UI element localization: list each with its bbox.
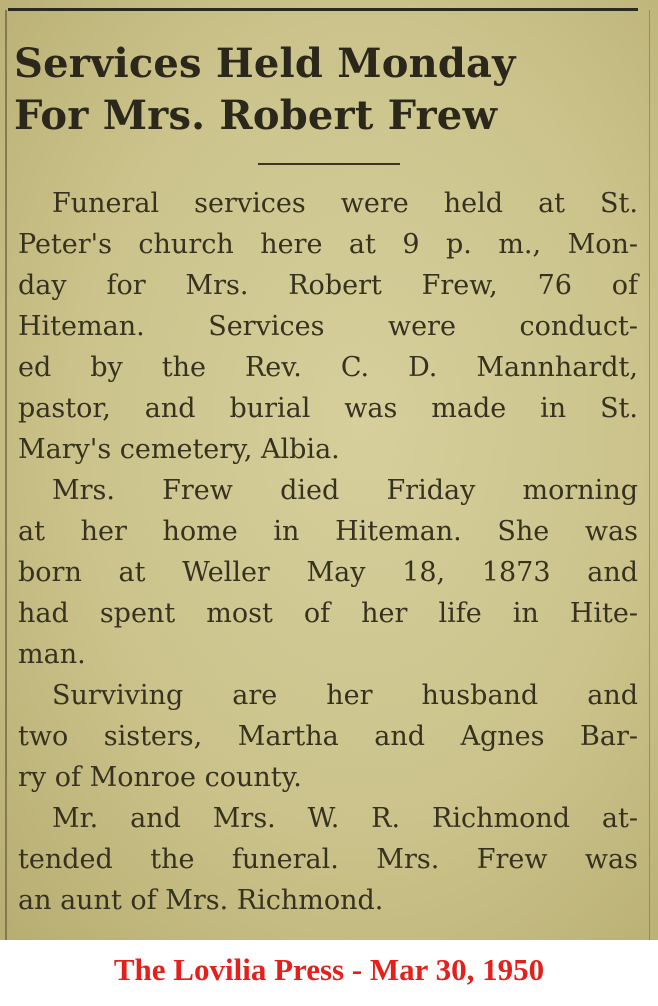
- article-line: Hiteman. Services were conduct-: [18, 311, 638, 342]
- article-line: Surviving are her husband and: [52, 680, 638, 711]
- article-line: ed by the Rev. C. D. Mannhardt,: [18, 352, 638, 383]
- headline: [14, 38, 634, 142]
- paragraph-funeral-services: [18, 183, 638, 470]
- article-line: Mrs. Frew died Friday morning: [52, 475, 638, 506]
- article-line: born at Weller May 18, 1873 and: [18, 557, 638, 588]
- paragraph-attendees: [18, 798, 638, 921]
- article-line: pastor, and burial was made in St.: [18, 393, 638, 424]
- article-line: Mr. and Mrs. W. R. Richmond at-: [52, 803, 638, 834]
- article-line: at her home in Hiteman. She was: [18, 516, 638, 547]
- paragraph-death-details: [18, 470, 638, 675]
- headline-line-1: Services Held Monday: [14, 40, 516, 87]
- paragraph-survivors: [18, 675, 638, 798]
- article-line: tended the funeral. Mrs. Frew was: [18, 844, 638, 875]
- article-line: had spent most of her life in Hite-: [18, 598, 638, 629]
- right-column-edge: [649, 10, 650, 940]
- article-line: Mary's cemetery, Albia.: [18, 434, 340, 465]
- left-column-edge: [5, 10, 7, 940]
- source-caption: The Lovilia Press - Mar 30, 1950: [113, 952, 545, 987]
- article-line: Funeral services were held at St.: [52, 188, 638, 219]
- article-line: an aunt of Mrs. Richmond.: [18, 885, 384, 916]
- top-column-rule: [8, 8, 638, 11]
- article-line: two sisters, Martha and Agnes Bar-: [18, 721, 638, 752]
- headline-line-2: For Mrs. Robert Frew: [14, 92, 498, 139]
- article-line: man.: [18, 639, 86, 670]
- article-body: [18, 183, 638, 921]
- article-line: day for Mrs. Robert Frew, 76 of: [18, 270, 638, 301]
- article-line: ry of Monroe county.: [18, 762, 302, 793]
- article-line: Peter's church here at 9 p. m., Mon-: [18, 229, 638, 260]
- headline-divider: [258, 163, 400, 165]
